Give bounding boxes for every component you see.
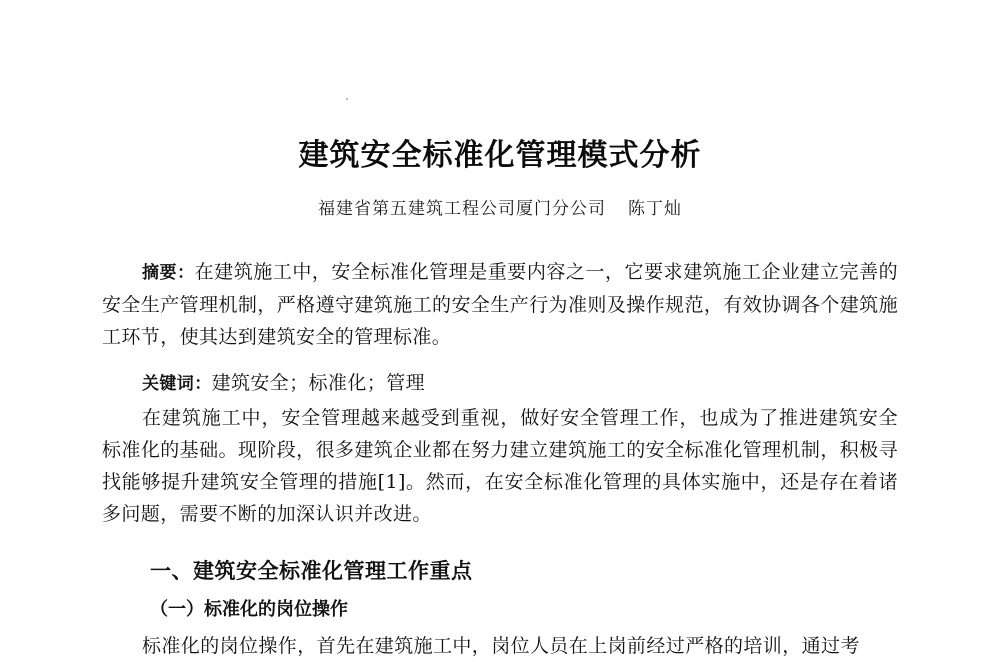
byline [0,196,1000,222]
intro-paragraph: 在建筑施工中，安全管理越来越受到重视，做好安全管理工作，也成为了推进建筑安全标准化的基础。现阶段，很多建筑企业都在努力建立建筑施工的安全标准化管理机制，积极寻找能够提升建筑安全管理的措施[1]。然而，在安全标准化管理的具体实施中，还是存在着诸多问题，需要不断的加深认识并改进。 [102,407,898,525]
subsection-paragraph: 标准化的岗位操作，首先在建筑施工中，岗位人员在上岗前经过严格的培训，通过考 [142,635,860,657]
affiliation: 福建省第五建筑工程公司厦门分公司 [318,199,606,219]
section-heading: 一、建筑安全标准化管理工作重点 [150,559,473,583]
keywords-line [102,367,898,400]
abstract-text: 在建筑施工中，安全标准化管理是重要内容之一，它要求建筑施工企业建立完善的安全生产管理机制，严格遵守建筑施工的安全生产行为准则及操作规范，有效协调各个建筑施工环节，使其达到建筑安全的管理标准。 [102,261,899,348]
abstract-label: 摘要： [142,263,195,283]
paper-title: 建筑安全标准化管理模式分析 [298,138,702,173]
keywords-text: 建筑安全；标准化；管理 [211,372,426,394]
abstract-paragraph [102,256,898,353]
subsection-heading: （一）标准化的岗位操作 [150,599,348,620]
scan-speck [346,98,348,100]
author-name: 陈丁灿 [628,199,682,219]
keywords-label: 关键词： [142,374,212,394]
